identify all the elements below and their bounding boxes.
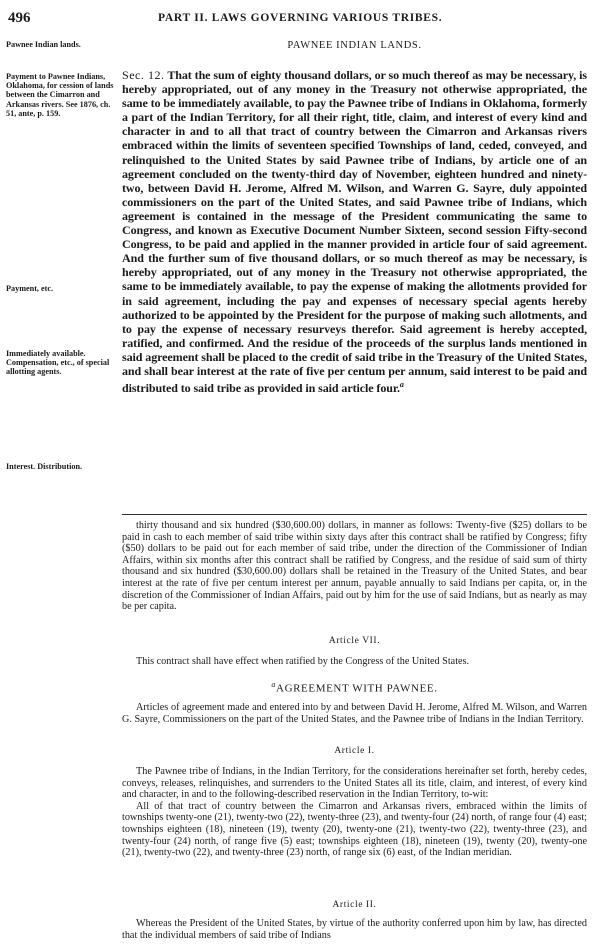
margin-note-topic: Pawnee Indian lands. <box>6 40 81 49</box>
page-header <box>8 10 592 26</box>
section-12-paragraph <box>122 68 587 395</box>
margin-note-immediately: Immediately available. Compensation, etc., of special allotting agents. <box>6 349 110 377</box>
agreement-title-line <box>122 680 587 695</box>
agreement-intro-paragraph <box>122 702 587 725</box>
section-title: PAWNEE INDIAN LANDS. <box>287 40 422 51</box>
section-label: Sec. 12. <box>122 68 165 82</box>
article-1-paragraphs <box>122 766 587 859</box>
page-number: 496 <box>8 10 31 26</box>
margin-note-payment-etc: Payment, etc. <box>6 284 54 293</box>
footnote-continuation <box>122 520 587 613</box>
margin-note-interest: Interest. Distribution. <box>6 462 83 471</box>
footnote-continuation-text: thirty thousand and six hundred ($30,600.00) dollars, in manner as follows: Twenty-five ($25) dollars to be paid in cash to each member of said tribe within sixty days after this contract shall be ratified by Congress; fifty ($50) dollars to be paid out for each member of said tribe, under the direction of the Commissioner of Indian Affairs, within six months after this contract shall be ratified by Congress, and the residue of said sum of thirty thousand and six hundred ($30,600.00) dollars shall be retained in the Treasury of the United States, and bear interest at the rate of five per centum interest per annum, payable annually to said Indians per capita, or, in the discretion of the Commissioner of Indian Affairs, paid out by him for the use of said Indians, but as nearly as may be per capita. <box>122 520 587 613</box>
article-2-paragraph <box>122 918 587 941</box>
margin-note-payment: Payment to Pawnee Indians, Oklahoma, for cession of lands between the Cimarron and Arkansas rivers. See 1876, ch. 51, ante, p. 159. <box>6 72 114 118</box>
agreement-title: AGREEMENT WITH PAWNEE. <box>276 682 438 695</box>
article-2-title: Article II. <box>332 900 377 910</box>
running-head: PART II. LAWS GOVERNING VARIOUS TRIBES. <box>158 12 443 24</box>
agreement-intro-text: Articles of agreement made and entered into by and between David H. Jerome, Alfred M. Wilson, and Warren G. Sayre, Commissioners on the part of the United States, and the Pawnee tribe of Indians in the Indian Territory. <box>122 702 587 725</box>
article-7-paragraph <box>122 656 587 668</box>
article-1-text-1: The Pawnee tribe of Indians, in the Indian Territory, for the considerations hereinafter set forth, hereby cedes, conveys, releases, relinquishes, and surrenders to the United States all its title, claim, and interest, of every kind and character, in and to the following-described reservation in the Indian Territory, to-wit: <box>122 766 587 801</box>
section-12-text: That the sum of eighty thousand dollars, or so much thereof as may be necessary, is hereby appropriated, out of any money in the Treasury not otherwise appropriated, the same to be immediately available, to pay the Pawnee tribe of Indians in Oklahoma, formerly a part of the Indian Territory, for all their right, title, claim, and interest of every kind and character in and to all that tract of country between the Cimarron and Arkansas rivers embraced within the limits of seventeen specified Townships of land, ceded, conveyed, and relinquished to the United States by said Pawnee tribe of Indians, by article one of an agreement concluded on the twenty-third day of November, eighteen hundred and ninety-two, between David H. Jerome, Alfred M. Wilson, and Warren G. Sayre, duly appointed commissioners on the part of the United States, and said Pawnee tribe of Indians, which agreement is contained in the message of the President communicating the same to Congress, and known as Executive Document Number Sixteen, second session Fifty-second Congress, to be paid and applied in the manner provided in article four of said agreement. And the further sum of five thousand dollars, or so much thereof as may be necessary, is hereby appropriated, out of any money in the Treasury not otherwise appropriated, the same to be immediately available, to pay the expense of making the allotments provided for in said agreement, including the pay and expenses of necessary special agents hereby authorized to be appointed by the President for the purpose of making such allotments, and to pay the expense of necessary resurveys therefor. Said agreement is hereby accepted, ratified, and confirmed. And the residue of the proceeds of the surplus lands mentioned in said agreement shall be placed to the credit of said tribe in the Treasury of the United States, and shall bear interest at the rate of five per centum per annum, said interest to be paid and distributed to said tribe as provided in said article four. <box>122 68 587 396</box>
footnote-mark: a <box>399 380 404 390</box>
agreement-footnote-mark: a <box>271 680 277 689</box>
footnote-rule <box>122 514 587 515</box>
article-1-title: Article I. <box>334 746 375 756</box>
article-7-title: Article VII. <box>328 636 381 646</box>
article-2-text: Whereas the President of the United States, by virtue of the authority conferred upon him by law, has directed that the individual members of said tribe of Indians <box>122 918 587 941</box>
article-7-text: This contract shall have effect when ratified by the Congress of the United States. <box>136 656 470 667</box>
article-1-text-2: All of that tract of country between the Cimarron and Arkansas rivers, embraced within the limits of townships twenty-one (21), twenty-two (22), twenty-three (23), and twenty-four (24) north, of range four (4) east; townships eighteen (18), nineteen (19), twenty (20), twenty-one (21), twenty-two (22), twenty-three (23), and twenty-four (24) north, of range five (5) east; townships eighteen (18), nineteen (19), twenty (20), twenty-one (21), twenty-two (22), and twenty-three (23) north, of range six (6) east, of the Indian meridian. <box>122 800 587 859</box>
